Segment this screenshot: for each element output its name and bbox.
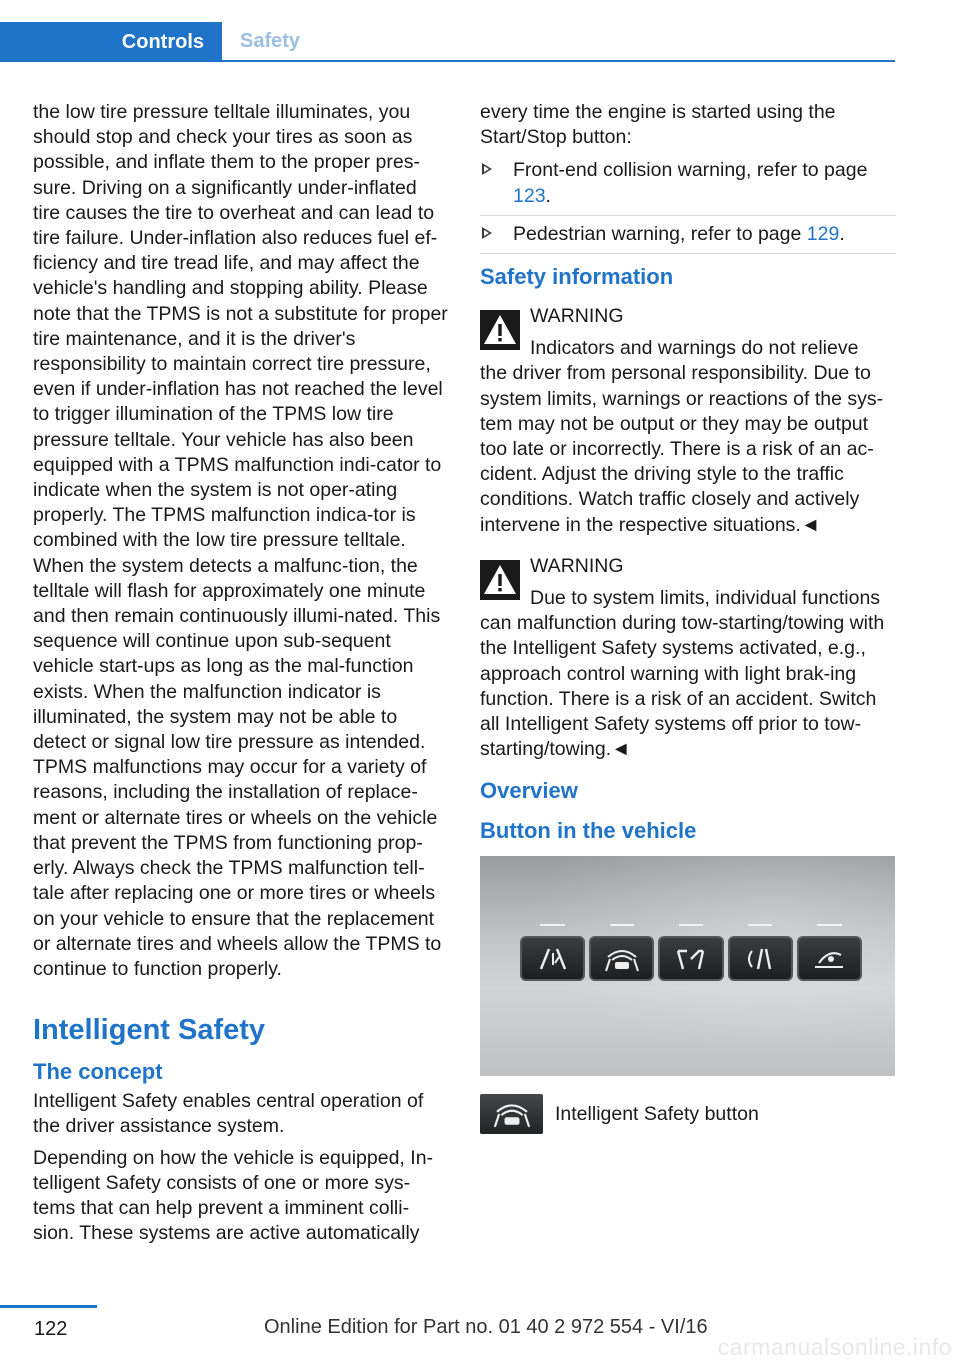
warning-label: WARNING: [530, 554, 624, 577]
button-legend: [480, 1094, 896, 1134]
triangle-bullet-icon: [482, 227, 492, 239]
list-item-text: Front-end collision warning, refer to page: [513, 159, 868, 182]
list-item-punct: .: [545, 184, 551, 207]
list-item: [480, 158, 896, 215]
warning-first-line: Indicators and warnings do not relieve: [530, 337, 859, 360]
tpms-paragraph: the low tire pressure telltale illuminates, you should stop and check your tires as soon as possible, and inflate them to the proper pres-sure. Driving on a significantly under-inflated tire causes the tire to overheat and can lead to tire failure. Under-inflation also reduces fuel ef-ficiency and tire tread life, and may affect the vehicle's handling and stopping ability. Please note that the TPMS is not a substitute for proper tire maintenance, and it is the driver's responsibility to maintain correct tire pressure, even if under-inflation has not reached the level to trigger illumination of the TPMS low tire pressure telltale. Your vehicle has also been equipped with a TPMS malfunction indi-cator to indicate when the system is not oper-ating properly. The TPMS malfunction indica-tor is combined with the low tire pressure telltale. When the system detects a malfunc-tion, the telltale will flash for approximately one minute and then remain continuously illumi-nated. This sequence will continue upon sub-sequent vehicle start-ups as long as the mal-function exists. When the malfunction indicator is illuminated, the system may not be able to detect or signal low tire pressure as intended. TPMS malfunctions may occur for a variety of reasons, including the installation of replace-ment or alternate tires or wheels on the vehicle that prevent the TPMS from functioning prop-erly. Always check the TPMS malfunction tell-tale after replacing one or more tires or wheels on your vehicle to ensure that the replacement or alternate tires and wheels allow the TPMS to continue to function properly.: [33, 101, 448, 980]
watermark: carmanualsonline.info: [717, 1334, 952, 1360]
tab-controls[interactable]: Controls: [0, 22, 222, 62]
page-number: 122: [34, 1318, 68, 1340]
button-panel: [520, 936, 862, 981]
parking-assist-icon: [728, 936, 793, 981]
footer-edition: Online Edition for Part no. 01 40 2 972 554 - VI/16: [264, 1316, 708, 1338]
lane-warning-icon: [520, 936, 585, 981]
tab-safety[interactable]: Safety: [240, 29, 301, 52]
section-title: Intelligent Safety: [33, 1014, 266, 1047]
warning-first-line: Due to system limits, individual functions: [530, 587, 881, 610]
left-column: [33, 100, 448, 1252]
right-column: [480, 100, 896, 1134]
list-item-text: Pedestrian warning, refer to page: [513, 222, 807, 245]
warning-text: can malfunction during tow-starting/towing with the Intelligent Safety systems activated, e.g., approach control warning with light brak-ing function. There is a risk of an accident. Switch all Intelligent Safety systems off prior to tow-starting/towing.◄: [480, 612, 885, 761]
footer-rule: [0, 1305, 97, 1308]
intelligent-safety-icon: [480, 1094, 543, 1134]
concept-paragraph-1: Intelligent Safety enables central operation of the driver assistance system.: [33, 1090, 424, 1138]
warning-block: [480, 304, 896, 538]
safety-info-title: Safety information: [480, 264, 674, 290]
triangle-bullet-icon: [482, 163, 492, 175]
lane-departure-icon: [658, 936, 723, 981]
page-link[interactable]: 129: [806, 222, 840, 245]
warning-text: the driver from personal responsibility. Due to system limits, warnings or reactions of the sys-tem may not be output or they may be output too late or incorrectly. There is a risk of an ac-cident. Adjust the driving style to the traffic conditions. Watch traffic closely and actively intervene in the respective situations.◄: [480, 362, 884, 536]
intelligent-safety-icon: [589, 936, 654, 981]
intro-paragraph: every time the engine is started using the Start/Stop button:: [480, 101, 836, 149]
header-rule: [0, 60, 895, 62]
page-link[interactable]: 123: [513, 184, 546, 207]
button-legend-label: Intelligent Safety button: [555, 1102, 759, 1125]
warning-label: WARNING: [530, 305, 624, 328]
concept-paragraph-2: Depending on how the vehicle is equipped, In-telligent Safety consists of one or more sys-tems that can help prevent a imminent colli-sion. These systems are active automatically: [33, 1146, 434, 1245]
system-list: [480, 158, 896, 254]
list-item: [480, 222, 896, 254]
overview-title: Overview: [480, 778, 578, 804]
warning-triangle-icon: [480, 560, 520, 600]
list-item-punct: .: [839, 222, 845, 245]
vehicle-button-photo: [480, 856, 895, 1076]
warning-triangle-icon: [480, 310, 520, 350]
header-tab-bar: [0, 22, 895, 62]
button-subtitle: Button in the vehicle: [480, 818, 697, 844]
concept-title: The concept: [33, 1059, 163, 1085]
night-vision-icon: [797, 936, 862, 981]
warning-block: [480, 554, 896, 763]
